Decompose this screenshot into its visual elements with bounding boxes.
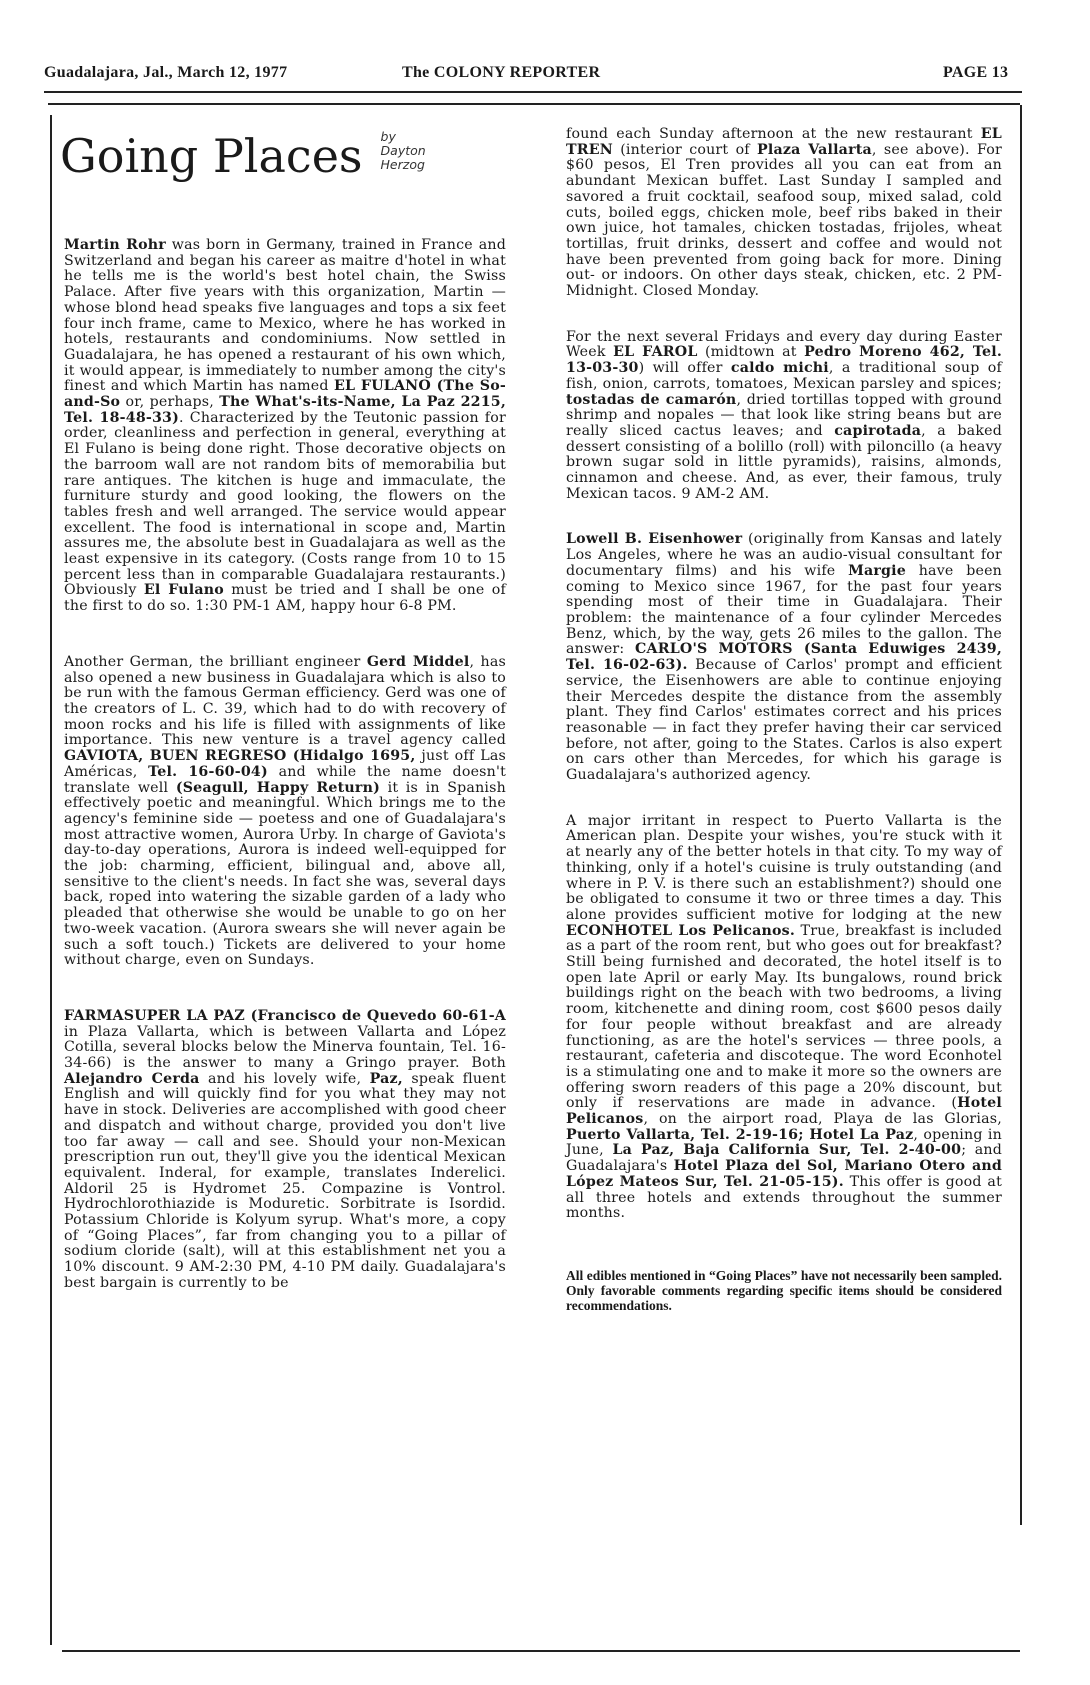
text-run: , has also opened a new business in Guadalajara which is also to be run with the famous German efficiency. Gerd was one of the creators of L. C. 39, which had to do with recovery of moon rocks and his life is filled with assignments of like importance. This new venture is a travel agency called (64, 653, 506, 749)
disclaimer: All edibles mentioned in “Going Places” have not necessarily been sampled. Only favorable comments regarding specific items should be considered recommendations. (566, 1268, 1002, 1313)
bold-text-run: Lowell B. Eisenhower (566, 531, 743, 548)
text-run: True, breakfast is included as a part of the room rent, but who goes out for breakfast? Still being furnished and decorated, the hotel itself is to open late April or early May. Its bungalows, round brick buildings right on the beach with two bedrooms, a living room, kitchenette and dining room, cost $600 pesos daily for four people without breakfast and are already functioning, as are the hotel's services — three pools, a restaurant, cafeteria and discoteque. The word Econhotel is a stimulating one and to make it more so the owners are offering sworn readers of this page a 20% discount, but only if reservations are made in advance. ( (566, 922, 1002, 1112)
bold-text-run: Paz, (369, 1070, 403, 1087)
bold-text-run: caldo michi (730, 360, 829, 377)
bold-text-run: Plaza Vallarta (757, 141, 872, 158)
dateline: Guadalajara, Jal., March 12, 1977 (44, 64, 288, 81)
text-run: This offer is good at all three hotels and extends throughout the summer months. (566, 1173, 1002, 1222)
bold-text-run: Pedro Moreno 462, Tel. 13-03-30 (566, 344, 1002, 377)
bold-text-run: capirotada (834, 422, 922, 439)
text-run: A major irritant in respect to Puerto Vallarta is the American plan. Despite your wishes, you're stuck with it at nearly any of the better hotels in that city. To my way of thinking, only if a hotel's cuisine is truly outstanding (and where in P. V. is there such an establishment?) should one be obligated to consume it two or three times a day. This alone provides sufficient motive for lodging at the new (566, 812, 1002, 923)
bold-text-run: Puerto Vallarta, Tel. 2-19-16; Hotel La Paz (566, 1126, 914, 1143)
bold-text-run: (Seagull, Happy Return) (175, 779, 381, 796)
header-rule (44, 91, 1022, 93)
left-paragraph (64, 1009, 506, 1292)
text-run: in Plaza Vallarta, which is between Vallarta and López Cotilla, several blocks below the Minerva fountain, Tel. 16-34-66) is the answer to many a Gringo prayer. Both (64, 1023, 506, 1072)
right-paragraph (566, 814, 1002, 1222)
left-paragraph (64, 238, 506, 615)
right-paragraph (566, 127, 1002, 300)
bold-text-run: CARLO'S MOTORS (Santa Eduwiges 2439, Tel. 16-02-63). (566, 641, 1002, 674)
text-run: was born in Germany, trained in France and Switzerland and began his career as maitre d'hotel in what he tells me is the world's best hotel chain, the Swiss Palace. After five years with this organization, Martin — whose blond head speaks five languages and tops a six feet four inch frame, came to Mexico, where he has worked in hotels, restaurants and condominiums. Now settled in Guadalajara, he has opened a restaurant of his own which, it would appear, is immediately to number among the city's finest and which Martin has named (64, 237, 506, 395)
text-run: (midtown at (697, 344, 805, 361)
bold-text-run: Hotel Pelicanos (566, 1095, 1002, 1128)
text-run: speak fluent English and will quickly find for you what they may not have in stock. Deliveries are accomplished with good cheer and dispatch and without charge, provided you don't live too far away — call and see. Should your non-Mexican prescription run out, they'll give you the identical Mexican equivalent. Inderal, for example, translates Inderelici. Aldoril 25 is Hydromet 25. Compazine is Vontrol. Hydrochlorothiazide is Moduretic. Sorbitrate is Isordid. Potassium Chloride is Kolyum syrup. What's more, a copy of “Going Places”, far from changing you to a pillar of sodium cloride (salt), will at this establishment net you a 10% discount. 9 AM-2:30 PM, 4-10 PM daily. Guadalajara's best bargain is currently to be (64, 1070, 506, 1291)
text-run: , a baked dessert consisting of a bolillo (roll) with piloncillo (a heavy brown sugar sold in little pyramids), raisins, almonds, cinnamon and cheese. And, as ever, their famous, truly Mexican tacos. 9 AM-2 AM. (566, 422, 1002, 502)
bold-text-run: EL FULANO (The So-and-So (64, 378, 506, 411)
right-border (1020, 105, 1022, 1525)
bold-text-run: Hotel Plaza del Sol, Mariano Otero and López Mateos Sur, Tel. 21-05-15). (566, 1158, 1002, 1190)
text-run: , dried tortillas topped with ground shrimp and nopales — that look like string beans but are really sliced cactus leaves; and (566, 391, 1002, 439)
bold-text-run: GAVIOTA, BUEN REGRESO (Hidalgo 1695, (64, 748, 416, 765)
text-run: For the next several Fridays and every day during Easter Week (566, 328, 1002, 361)
masthead: The COLONY REPORTER (402, 64, 601, 81)
text-run: ; and Guadalajara's (566, 1142, 1003, 1175)
text-run: it is in Spanish effectively poetic and meaningful. Which brings me to the agency's feminine side — poetess and one of Guadalajara's most attractive women, Aurora Urby. In charge of Gaviota's day-to-day operations, Aurora is indeed well-equipped for the job: charming, efficient, bilingual and, above all, sensitive to the client's needs. In fact she was, several days back, roped into watering the sizable garden of a lady who pleaded that otherwise she would be unable to go on her two-week vacation. (Aurora swears she will never again be such a soft touch.) Tickets are delivered to your home without charge, even on Sundays. (64, 779, 506, 969)
bold-text-run: Gerd Middel (366, 653, 470, 670)
text-run: Because of Carlos' prompt and efficient service, the Eisenhowers are able to continue enjoying their Mercedes despite the distance from the assembly plant. They find Carlos' estimates correct and his prices reasonable — in fact they prefer having their car serviced before, not after, going to the States. Carlos is also expert on cars other than Mercedes, for which his garage is Guadalajara's authorized agency. (566, 657, 1002, 784)
byline-last-name: Herzog (380, 157, 425, 172)
left-column (64, 238, 506, 1292)
byline-first-name: Dayton (380, 143, 426, 158)
text-run: Another German, the brilliant engineer (64, 653, 367, 670)
bold-text-run: El Fulano (143, 582, 224, 599)
bold-text-run: EL TREN (566, 126, 1002, 158)
left-border (50, 115, 52, 1645)
bold-text-run: Martin Rohr (64, 237, 166, 253)
byline (381, 128, 426, 172)
right-column (566, 127, 1002, 1313)
text-run: or, perhaps, (120, 394, 220, 411)
text-run: just off Las Américas, (64, 748, 506, 780)
bold-text-run: Tel. 16-60-04) (148, 763, 268, 780)
text-run: (interior court of (612, 141, 758, 158)
text-run: have been coming to Mexico since 1967, for the past four years spending most of their time in Guadalajara. Their problem: the maintenance of a four cylinder Mercedes Benz, which, by the way, gets 26 miles to the gallon. The answer: (566, 562, 1003, 658)
bold-text-run: The What's-its-Name, La Paz 2215, Tel. 18-48-33) (64, 394, 506, 426)
text-run: , opening in June, (566, 1126, 1002, 1159)
footer-rule (62, 1650, 1020, 1652)
text-run: , a traditional soup of fish, onion, carrots, tomatoes, Mexican parsley and spices; (566, 360, 1002, 392)
column-title: Going Places (60, 129, 363, 183)
bold-text-run: EL FAROL (613, 344, 698, 361)
text-run: and his lovely wife, (199, 1070, 370, 1087)
text-run: found each Sunday afternoon at the new restaurant (566, 126, 981, 142)
right-paragraph (566, 330, 1002, 503)
text-run: (originally from Kansas and lately Los Angeles, where he was an audio-visual consultant for documentary films) and his wife (566, 531, 1002, 579)
page-number: PAGE 13 (943, 64, 1009, 81)
byline-by: by (380, 129, 396, 144)
text-run: , on the airport road, Playa de las Glorias, (643, 1111, 1002, 1128)
column-heading (60, 128, 506, 184)
header-rule-lower (48, 103, 1020, 105)
right-paragraph (566, 532, 1002, 783)
text-run: , see above). For $60 pesos, El Tren provides all you can eat from an abundant Mexican buffet. Last Sunday I sampled and savored a fruit cocktail, seafood soup, mixed salad, cold cuts, boiled eggs, chicken mole, beef ribs baked in their own juice, hot tamales, chicken tostadas, frijoles, wheat tortillas, fruit drinks, dessert and coffee and would not have been prevented from going back for more. Dining out- or indoors. On other days steak, chicken, etc. 2 PM-Midnight. Closed Monday. (566, 141, 1002, 300)
text-run: . Characterized by the Teutonic passion for order, cleanliness and perfection in general, everything at El Fulano is being done right. Those decorative objects on the barroom wall are not random bits of memorabilia but rare antiques. The kitchen is huge and immaculate, the furniture sturdy and good looking, the flowers on the tables fresh and well arranged. The service would appear excellent. The food is international in scope and, Martin assures me, the absolute best in Guadalajara as well as the least expensive in its category. (Costs range from 10 to 15 percent less than in comparable Guadalajara restaurants.) Obviously (64, 409, 506, 599)
bold-text-run: ECONHOTEL Los Pelicanos. (566, 922, 795, 939)
bold-text-run: La Paz, Baja California Sur, Tel. 2-40-00 (612, 1142, 962, 1159)
bold-text-run: Margie (848, 562, 906, 579)
text-run: must be tried and I shall be one of the first to do so. 1:30 PM-1 AM, happy hour 6-8 PM. (64, 582, 507, 615)
bold-text-run: Alejandro Cerda (64, 1070, 200, 1087)
text-run: ) will offer (638, 360, 731, 377)
bold-text-run: tostadas de camarón (566, 391, 737, 408)
text-run: and while the name doesn't translate well (64, 763, 506, 796)
left-paragraph (64, 655, 506, 969)
bold-text-run: FARMASUPER LA PAZ (Francisco de Quevedo 60-61-A (64, 1007, 506, 1024)
